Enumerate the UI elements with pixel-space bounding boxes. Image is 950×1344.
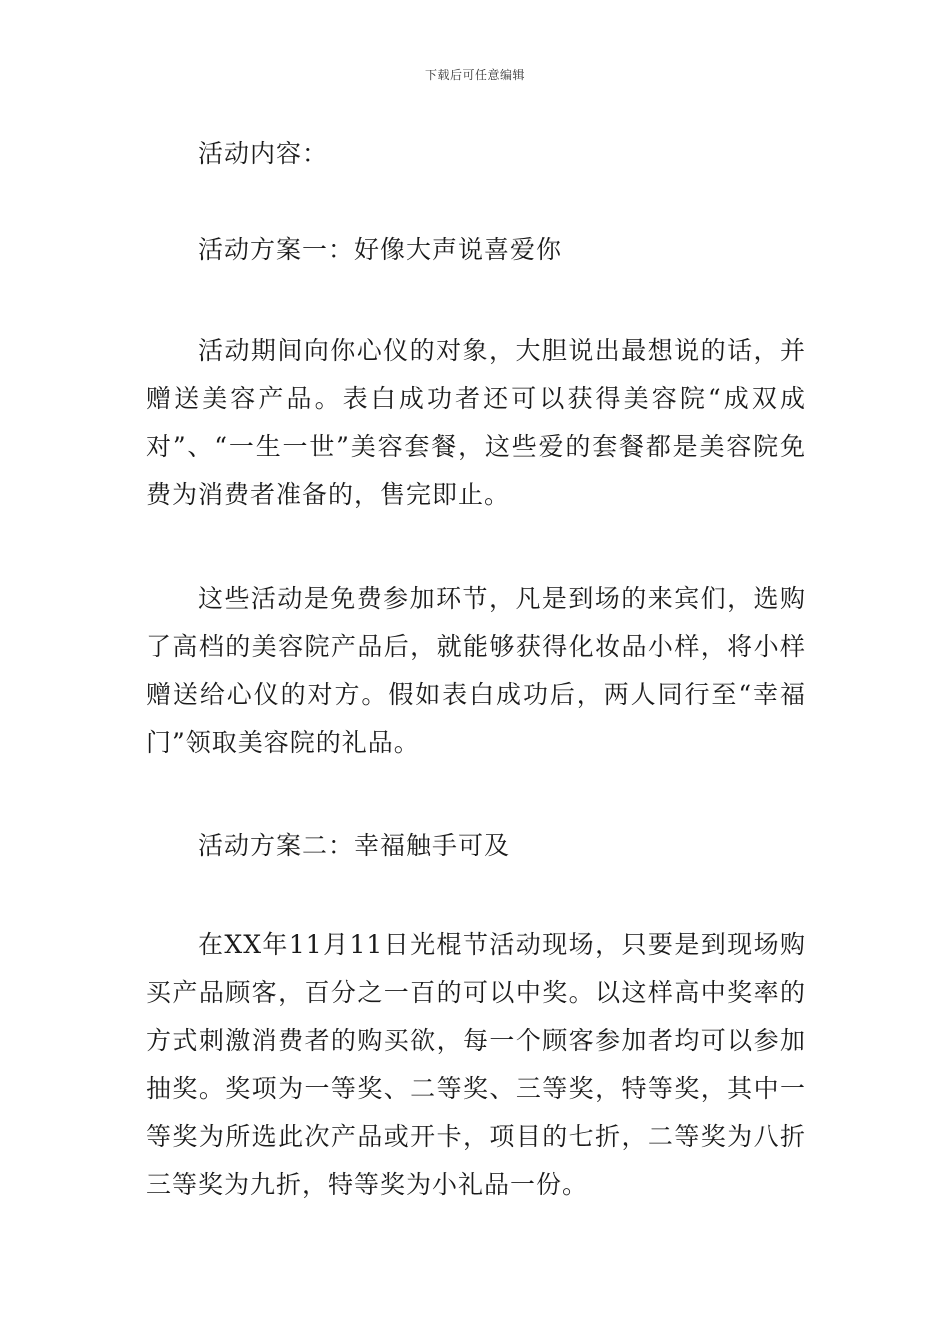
plan2-title [146,822,806,870]
plan2-paragraph-1-text: 在XX年11月11日光棍节活动现场，只要是到现场购买产品顾客，百分之一百的可以中奖。以这样高中奖率的方式刺激消费者的购买欲，每一个顾客参加者均可以参加抽奖。奖项为一等奖、二等奖、三等奖，特等奖，其中一等奖为所选此次产品或开卡，项目的七折，二等奖为八折三等奖为九折，特等奖为小礼品一份。 [146,930,806,1199]
header-note: 下载后可任意编辑 [424,68,525,82]
plan1-title-text: 活动方案一：好像大声说喜爱你 [198,235,563,264]
plan2-title-text: 活动方案二：幸福触手可及 [198,831,511,860]
plan2-paragraph-1 [146,921,806,1209]
plan1-paragraph-1-text: 活动期间向你心仪的对象，大胆说出最想说的话，并赠送美容产品。表白成功者还可以获得美容院“成双成对”、“一生一世”美容套餐，这些爱的套餐都是美容院免费为消费者准备的，售完即止。 [146,336,806,509]
section-label [146,130,806,178]
plan1-title [146,226,806,274]
plan1-paragraph-2-text: 这些活动是免费参加环节，凡是到场的来宾们，选购了高档的美容院产品后，就能够获得化妆品小样，将小样赠送给心仪的对方。假如表白成功后，两人同行至“幸福门”领取美容院的礼品。 [146,584,806,757]
plan1-paragraph-2 [146,575,806,767]
section-label-text: 活动内容： [198,139,329,168]
plan1-paragraph-1 [146,327,806,519]
